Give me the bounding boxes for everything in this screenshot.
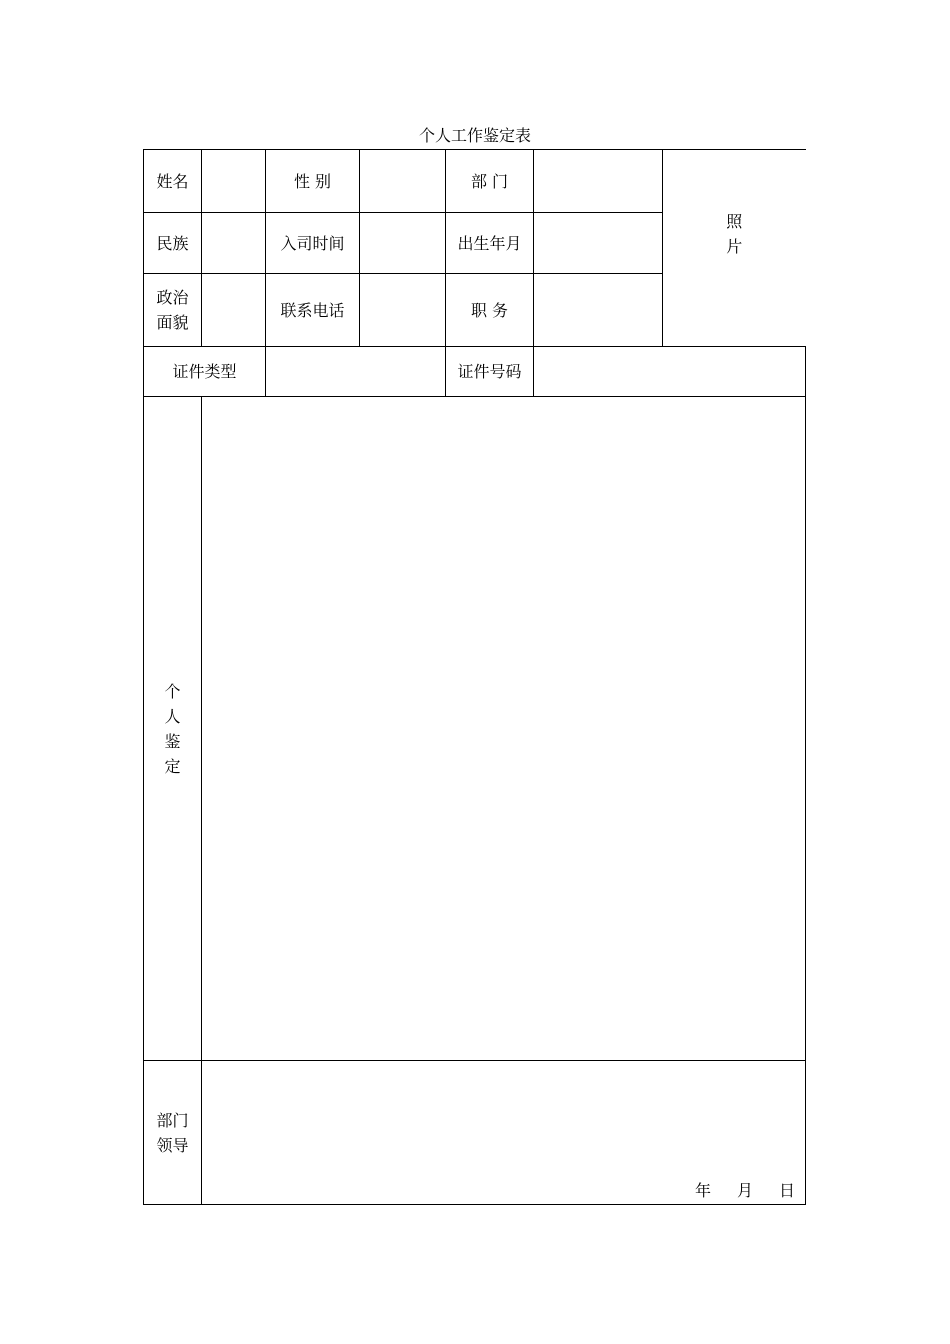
id-number-label: 证件号码 [446, 347, 534, 397]
name-field[interactable] [202, 150, 266, 213]
department-label: 部 门 [446, 150, 534, 213]
id-number-field[interactable] [534, 347, 806, 397]
gender-field[interactable] [360, 150, 446, 213]
name-label: 姓名 [144, 150, 202, 213]
position-label: 职 务 [446, 274, 534, 347]
assessment-form-table [143, 149, 806, 1205]
form-title: 个人工作鉴定表 [418, 126, 531, 145]
photo-cell[interactable] [663, 150, 806, 347]
id-type-field[interactable] [266, 347, 446, 397]
photo-label: 照片 [726, 212, 743, 256]
date-year: 年 [694, 1181, 711, 1200]
join-date-label: 入司时间 [266, 213, 360, 274]
phone-field[interactable] [360, 274, 446, 347]
date-month: 月 [736, 1181, 753, 1200]
political-status-label: 政治面貌 [144, 274, 202, 347]
birth-date-label: 出生年月 [446, 213, 534, 274]
gender-label: 性 别 [266, 150, 360, 213]
ethnicity-label: 民族 [144, 213, 202, 274]
department-leader-field[interactable] [202, 1061, 806, 1205]
id-type-label: 证件类型 [144, 347, 266, 397]
ethnicity-field[interactable] [202, 213, 266, 274]
position-field[interactable] [534, 274, 663, 347]
phone-label: 联系电话 [266, 274, 360, 347]
department-field[interactable] [534, 150, 663, 213]
date-day: 日 [778, 1181, 795, 1200]
join-date-field[interactable] [360, 213, 446, 274]
signature-date [695, 1180, 795, 1202]
self-assessment-label: 个人鉴定 [144, 397, 202, 1061]
department-leader-label: 部门领导 [144, 1061, 202, 1205]
self-assessment-field[interactable] [202, 397, 806, 1061]
birth-date-field[interactable] [534, 213, 663, 274]
political-status-field[interactable] [202, 274, 266, 347]
